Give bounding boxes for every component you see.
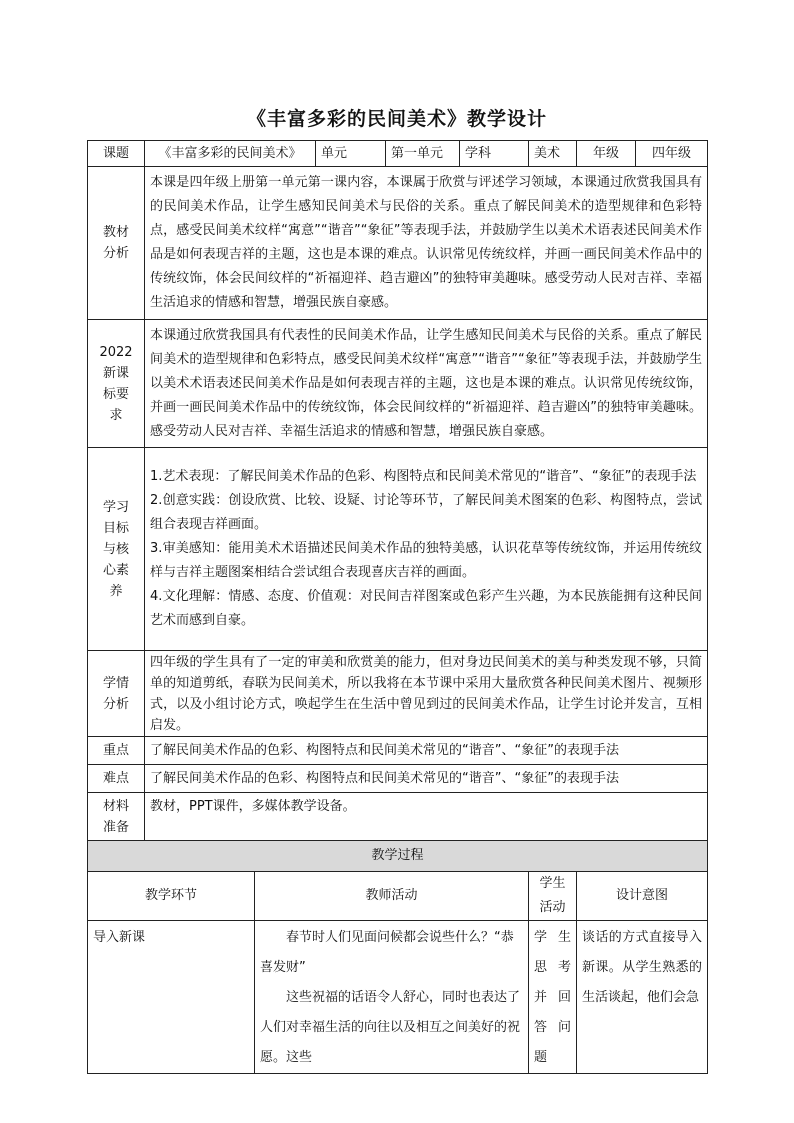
standard-text: 本课通过欣赏我国具有代表性的民间美术作品，让学生感知民间美术与民俗的关系。重点了解民间美术的造型规律和色彩特点，感受民间美术纹样“寓意”“谐音”“象征”等表现手法，并鼓励学生以美术术语表述民间美术作品是如何表现吉祥的主题，这也是本课的难点。认识常见传统纹饰，并画一画民间美术作品中的传统纹饰，体会民间纹样的“祈福迎祥、趋吉避凶”的独特审美趣味。感受劳动人民对吉祥、幸福生活追求的情感和智慧，增强民族自豪感。 [145, 320, 708, 448]
difficulty-text: 了解民间美术作品的色彩、构图特点和民间美术常见的“谐音”、“象征”的表现手法 [145, 765, 708, 793]
process-columns-row [88, 872, 708, 921]
standard-label: 2022 新课 标要 求 [88, 320, 145, 448]
col-stage: 教学环节 [88, 872, 255, 921]
material-text: 本课是四年级上册第一单元第一课内容，本课属于欣赏与评述学习领域，本课通过欣赏我国具有的民间美术作品，让学生感知民间美术与民俗的关系。重点了解民间美术的造型规律和色彩特点，感受民间美术纹样“寓意”“谐音”“象征”等表现手法，并鼓励学生以美术术语表述民间美术作品是如何表现吉祥的主题，这也是本课的难点。认识常见传统纹样，并画一画民间美术作品中的传统纹饰，体会民间纹样的“祈福迎祥、趋吉避凶”的独特审美趣味。感受劳动人民对吉祥、幸福生活追求的情感和智慧，增强民族自豪感。 [145, 167, 708, 320]
prep-label: 材料 准备 [88, 793, 145, 841]
goals-row [88, 448, 708, 651]
grade-label: 年级 [577, 141, 636, 167]
teacher-paragraph: 春节时人们见面问候都会说些什么？“恭喜发财” [260, 930, 514, 975]
goals-list [145, 448, 708, 651]
col-intent: 设计意图 [577, 872, 708, 921]
material-row [88, 167, 708, 320]
goal-item: 1.艺术表现：了解民间美术作品的色彩、构图特点和民间美术常见的“谐音”、“象征”的表现手法 [150, 469, 697, 484]
col-student: 学生活动 [529, 872, 577, 921]
prep-text: 教材，PPT课件，多媒体教学设备。 [145, 793, 708, 841]
process-row [88, 921, 708, 1074]
students-label: 学情 分析 [88, 651, 145, 737]
document-title: 《丰富多彩的民间美术》教学设计 [246, 108, 547, 130]
unit-value: 第一单元 [386, 141, 460, 167]
material-label: 教材 分析 [88, 167, 145, 320]
standard-row [88, 320, 708, 448]
grade-value: 四年级 [636, 141, 708, 167]
goal-item: 3.审美感知：能用美术术语描述民间美术作品的独特美感，认识花草等传统纹饰，并运用传统纹样与吉祥主题图案相结合尝试组合表现喜庆吉祥的画面。 [150, 541, 703, 580]
teacher-paragraph: 这些祝福的话语令人舒心，同时也表达了人们对幸福生活的向往以及相互之间美好的祝愿。这些 [260, 990, 521, 1065]
row-teacher [255, 921, 529, 1074]
process-heading: 教学过程 [88, 841, 708, 872]
subject-value: 美术 [529, 141, 577, 167]
row-student: 学生思考并回答问题 [529, 921, 577, 1074]
lesson-value: 《丰富多彩的民间美术》 [145, 141, 316, 167]
goals-label: 学习 目标 与核 心素 养 [88, 448, 145, 651]
prep-row [88, 793, 708, 841]
row-stage: 导入新课 [88, 921, 255, 1074]
difficulty-label: 难点 [88, 765, 145, 793]
process-heading-row [88, 841, 708, 872]
subject-label: 学科 [460, 141, 529, 167]
col-teacher: 教师活动 [255, 872, 529, 921]
unit-label: 单元 [316, 141, 386, 167]
lesson-label: 课题 [88, 141, 145, 167]
row-intent: 谈话的方式直接导入新课。从学生熟悉的生活谈起，他们会急 [577, 921, 708, 1074]
goal-item: 4.文化理解：情感、态度、价值观：对民间吉祥图案或色彩产生兴趣，为本民族能拥有这种民间艺术而感到自豪。 [150, 589, 703, 628]
students-row [88, 651, 708, 737]
lesson-plan-table [87, 140, 708, 1074]
students-text: 四年级的学生具有了一定的审美和欣赏美的能力，但对身边民间美术的美与种类发现不够，只简单的知道剪纸，春联为民间美术，所以我将在本节课中采用大量欣赏各种民间美术图片、视频形式，以及小组讨论方式，唤起学生在生活中曾见到过的民间美术作品，让学生讨论并发言，互相启发。 [145, 651, 708, 737]
difficulty-row [88, 765, 708, 793]
info-row [88, 141, 708, 167]
goal-item: 2.创意实践：创设欣赏、比较、设疑、讨论等环节，了解民间美术图案的色彩、构图特点，尝试组合表现吉祥画面。 [150, 493, 703, 532]
key-text: 了解民间美术作品的色彩、构图特点和民间美术常见的“谐音”、“象征”的表现手法 [145, 737, 708, 765]
key-row [88, 737, 708, 765]
key-label: 重点 [88, 737, 145, 765]
